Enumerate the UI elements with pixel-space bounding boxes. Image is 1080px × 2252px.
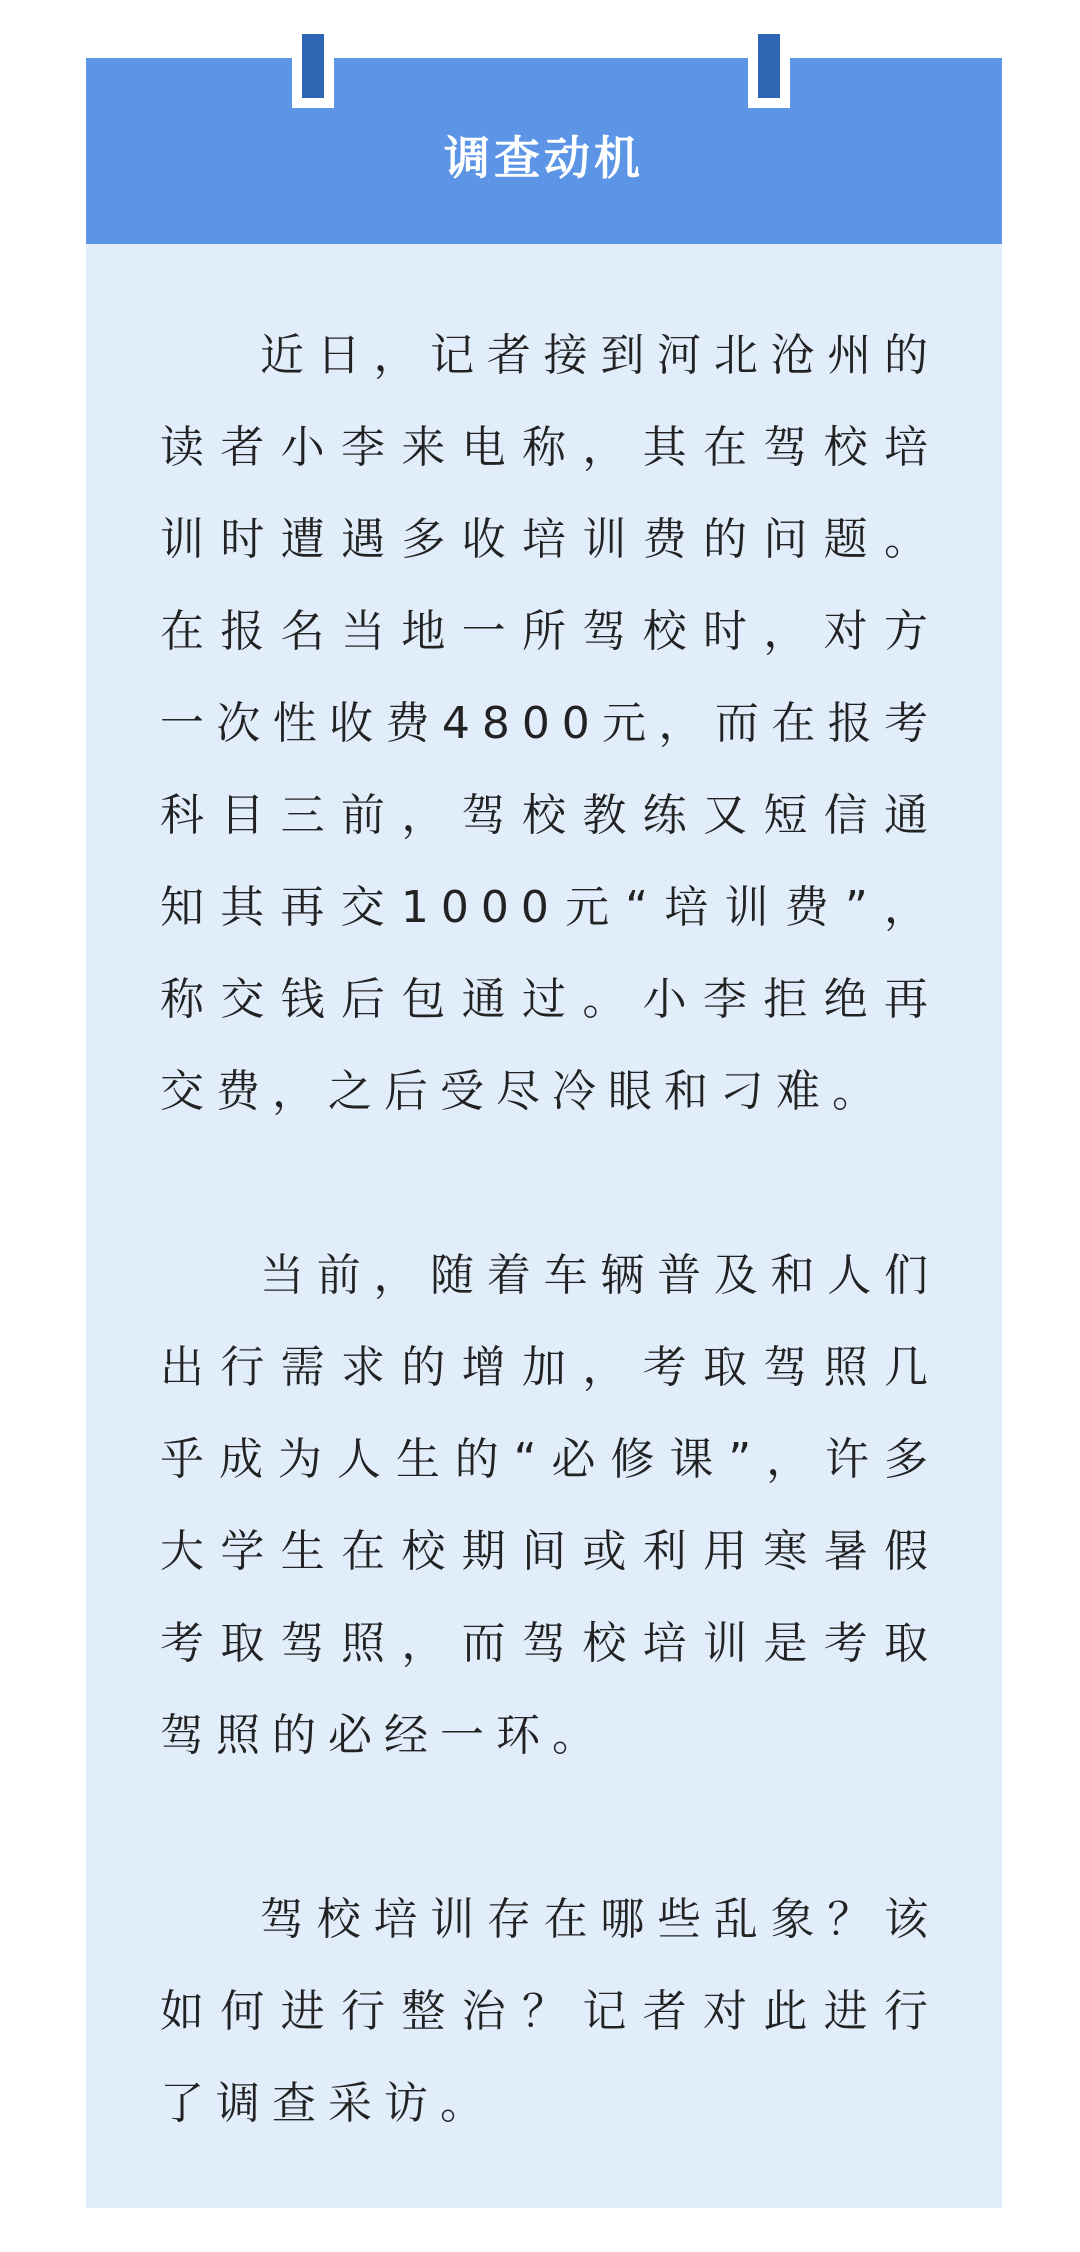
article-body [160,310,940,2242]
binder-clip-left [292,34,334,108]
binder-clip-right [748,34,790,108]
paragraph-1: 近日，记者接到河北沧州的读者小李来电称，其在驾校培训时遭遇多收培训费的问题。在报名当地一所驾校时，对方一次性收费4800元，而在报考科目三前，驾校教练又短信通知其再交1000元“培训费”，称交钱后包通过。小李拒绝再交费，之后受尽冷眼和刁难。 [160,330,940,1117]
section-title: 调查动机 [444,131,644,185]
section-header [86,58,1002,244]
paragraph-3: 驾校培训存在哪些乱象？该如何进行整治？记者对此进行了调查采访。 [160,1894,940,2129]
paragraph-2: 当前，随着车辆普及和人们出行需求的增加，考取驾照几乎成为人生的“必修课”，许多大学生在校期间或利用寒暑假考取驾照，而驾校培训是考取驾照的必经一环。 [160,1250,940,1761]
